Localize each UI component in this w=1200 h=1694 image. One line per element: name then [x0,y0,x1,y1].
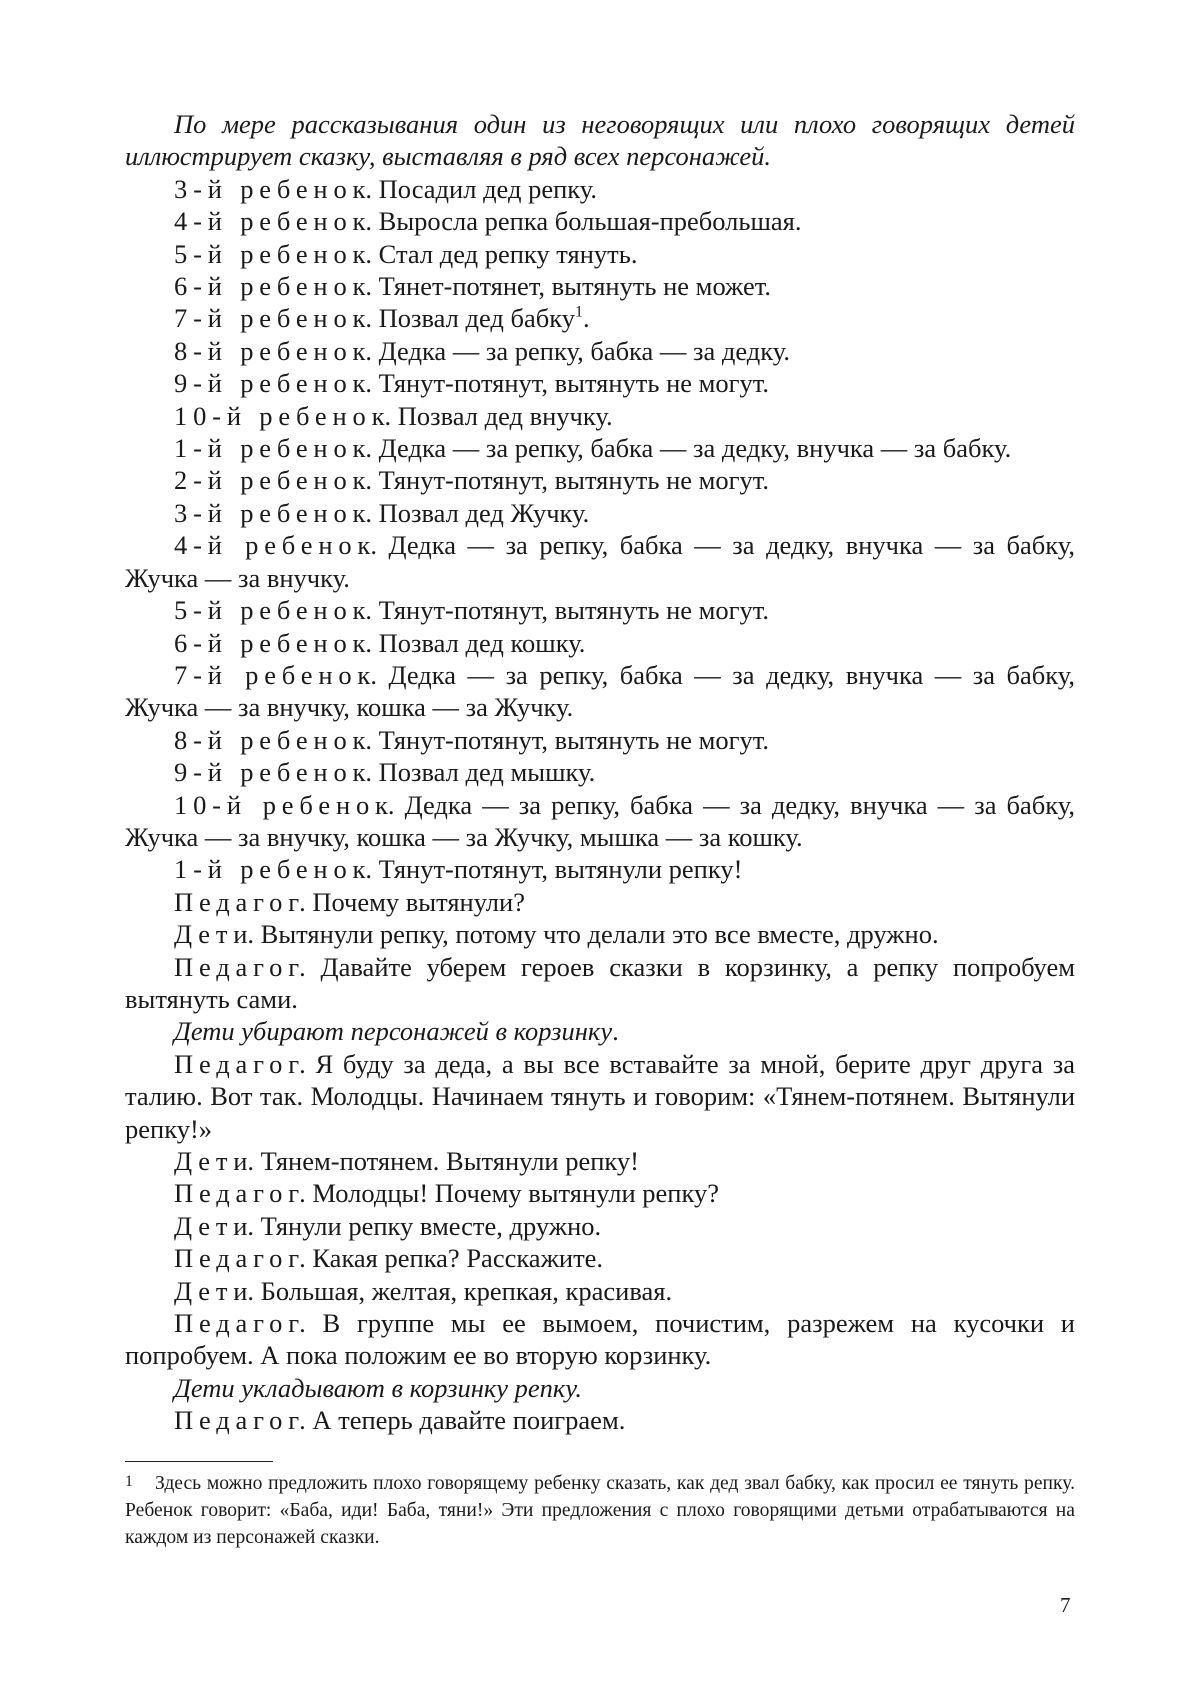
speech-text: . Давайте уберем героев сказки в корзинку, а репку попробуем вытянуть сами. [125,951,1075,1014]
dialogue-line [125,367,1075,399]
stage-direction-text: По мере рассказывания один из неговорящих или плохо говорящих детей иллюстрирует сказку, выставляя в ряд всех персонажей. [125,109,1075,172]
speech-text: . Позвал дед внучку. [384,400,613,431]
footnote [125,1468,1075,1551]
speaker-name: Педагог [174,951,305,982]
speech-text: . Тянем-потянем. Вытянули репку! [247,1146,640,1176]
speaker-name: 1-й ребенок [174,854,372,885]
speech-text: . Тянут-потянут, вытянуть не могут. [365,724,770,755]
speaker-name: 1-й ребенок [174,433,372,464]
dialogue-line [125,529,1075,594]
speaker-name: Педагог [174,1048,305,1079]
speech-text: . Молодцы! Почему вытянули репку? [299,1178,719,1209]
dialogue-line [125,400,1075,432]
speaker-name: Педагог [174,1178,305,1209]
speech-text: . Тянут-потянут, вытянуть не могут. [365,368,770,399]
dialogue-line [125,1242,1075,1274]
speech-text: . Выросла репка большая-пребольшая. [365,206,802,237]
speaker-name: Дети [174,1146,254,1176]
dialogue-line [125,1048,1075,1145]
dialogue-line [125,724,1075,756]
speaker-name: Педагог [174,886,305,917]
speaker-name: Педагог [174,1405,305,1436]
dialogue-line [125,238,1075,270]
speech-text: . Я буду за деда, а вы все вставайте за мной, берите друг друга за талию. Вот так. Молодцы. Начинаем тянуть и говорим: «Тянем-потянем. Вытянули репку!» [125,1048,1075,1144]
dialogue-line [125,270,1075,302]
dialogue-line [125,464,1075,496]
footnote-rule [125,1461,273,1462]
page-body [125,108,1075,1437]
dialogue-line [125,1404,1075,1436]
speaker-name: Дети [174,1275,254,1306]
dialogue-line [125,659,1075,724]
dialogue-line [125,853,1075,885]
dialogue-line [125,594,1075,626]
speech-tail: . [582,303,590,334]
dialogue-line [125,1177,1075,1209]
dialogue-line [125,627,1075,659]
speaker-name: 4-й ребенок [174,530,377,561]
speech-text: . Почему вытянули? [299,886,525,917]
speech-text: . Позвал дед мышку. [365,757,596,788]
speech-text: . Стал дед репку тянуть. [365,238,638,269]
speaker-name: Педагог [174,1308,305,1339]
speech-text: . Позвал дед кошку. [365,627,586,658]
speaker-name: 5-й ребенок [174,238,372,269]
speech-text: . Дедка — за репку, бабка — за дедку, внучка — за бабку, Жучка — за внучку, кошка — за Жучку. [125,659,1075,723]
speaker-name: 7-й ребенок [174,303,372,334]
speech-text: . Посадил дед репку. [365,173,597,204]
speech-text: . Тянут-потянут, вытянуть не могут. [365,595,770,626]
speech-text: . Дедка — за репку, бабка — за дедку. [365,335,791,366]
footnote-text: Здесь можно предложить плохо говорящему ребенку сказать, как дед звал бабку, как просил ее тянуть репку. Ребенок говорит: «Баба, иди! Баба, тяни!» Эти предложения с плохо говорящими детьми отрабатываются на каждом из персонажей сказки. [125,1473,1075,1549]
speech-text: . Тянет-потянет, вытянуть не может. [365,271,771,302]
speech-text: . Тянули репку вместе, дружно. [247,1210,602,1241]
dialogue-line [125,918,1075,950]
dialogue-line [125,1210,1075,1242]
speaker-name: 8-й ребенок [174,724,372,755]
stage-direction [125,1372,1075,1404]
speaker-name: 6-й ребенок [174,627,372,658]
stage-direction [125,108,1075,173]
speech-text: . Какая репка? Расскажите. [299,1243,604,1274]
speaker-name: 3-й ребенок [174,497,372,528]
dialogue-line [125,432,1075,464]
stage-direction-tail: . [612,1016,619,1047]
dialogue-line [125,886,1075,918]
stage-direction [125,1015,1075,1047]
speaker-name: 5-й ребенок [174,595,372,626]
speaker-name: 9-й ребенок [174,757,372,788]
stage-direction-text: Дети укладывают в корзинку репку. [174,1372,583,1403]
dialogue-line [125,1145,1075,1177]
speaker-name: 4-й ребенок [174,206,372,237]
speaker-name: Дети [174,1210,254,1241]
dialogue-line [125,497,1075,529]
speech-text: . Тянут-потянут, вытянули репку! [365,854,743,885]
dialogue-line [125,951,1075,1016]
stage-direction-text: Дети убирают персонажей в корзинку [174,1016,613,1047]
dialogue-line [125,789,1075,854]
dialogue-line [125,173,1075,205]
speech-text: . Большая, желтая, крепкая, красивая. [247,1275,673,1306]
speaker-name: 3-й ребенок [174,173,372,204]
dialogue-line [125,1275,1075,1307]
footnote-mark: 1 [125,1473,133,1490]
speech-text: . В группе мы ее вымоем, почистим, разрежем на кусочки и попробуем. А пока положим ее во вторую корзинку. [125,1308,1075,1371]
speaker-name: 10-й ребенок [174,789,394,820]
speaker-name: 6-й ребенок [174,271,372,302]
dialogue-line [125,335,1075,367]
speech-text: . Дедка — за репку, бабка — за дедку, внучка — за бабку. [365,433,1012,464]
speaker-name: 10-й ребенок [174,400,391,431]
speech-text: . Вытянули репку, потому что делали это все вместе, дружно. [247,919,939,950]
speech-text: . Дедка — за репку, бабка — за дедку, внучка — за бабку, Жучка — за внучку. [125,530,1075,593]
speaker-name: 7-й ребенок [174,659,377,690]
speaker-name: Педагог [174,1243,305,1274]
speaker-name: 2-й ребенок [174,465,372,496]
speaker-name: Дети [174,919,254,950]
speech-text: . Дедка — за репку, бабка — за дедку, внучка — за бабку, Жучка — за внучку, кошка — за Жучку, мышка — за кошку. [125,789,1075,852]
speaker-name: 9-й ребенок [174,368,372,399]
speech-text: . Позвал дед бабку [365,303,575,334]
speaker-name: 8-й ребенок [174,335,372,366]
footnote-ref: 1 [575,304,583,322]
speech-text: . Тянут-потянут, вытянуть не могут. [365,465,770,496]
page-number: 7 [1060,1593,1071,1617]
speech-text: . Позвал дед Жучку. [365,497,590,528]
dialogue-line [125,302,1075,334]
dialogue-line [125,1307,1075,1372]
dialogue-line [125,205,1075,237]
dialogue-line [125,756,1075,788]
speech-text: . А теперь давайте поиграем. [299,1405,626,1436]
